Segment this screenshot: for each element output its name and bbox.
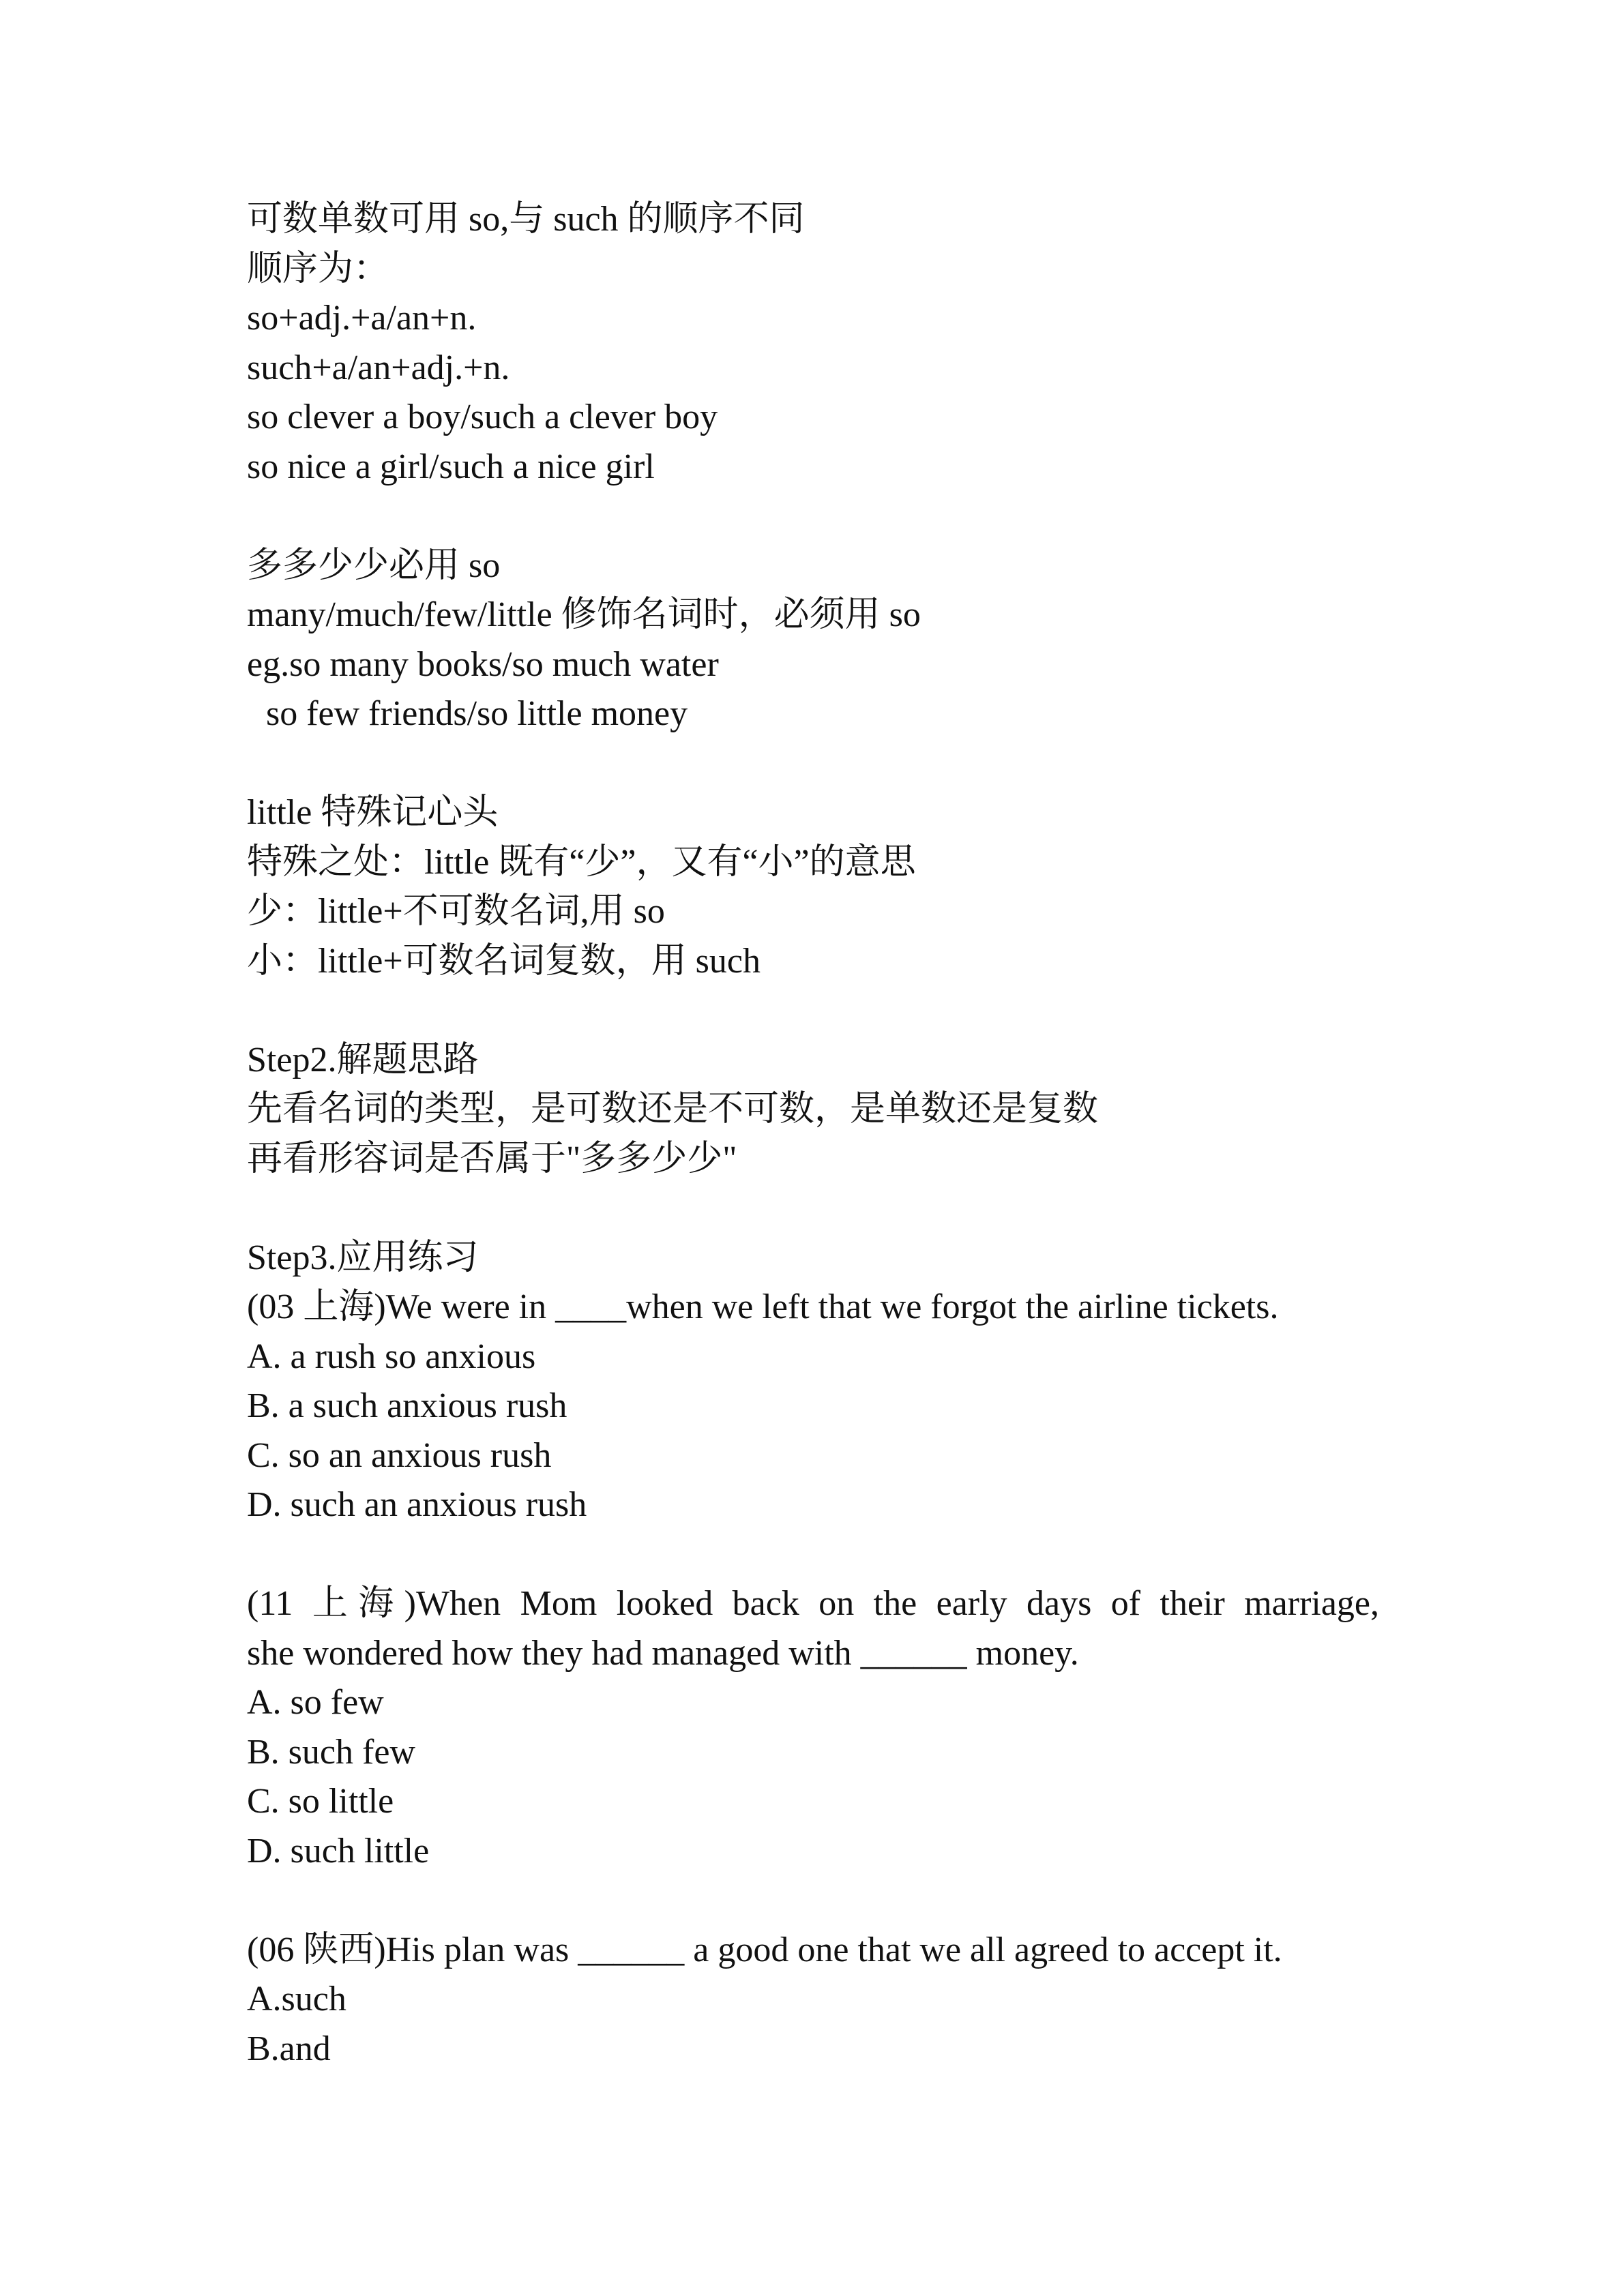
answer-option: D. such little	[247, 1831, 430, 1870]
rule-line: 先看名词的类型，是可数还是不可数，是单数还是复数	[247, 1090, 1099, 1129]
answer-option: B. a such anxious rush	[247, 1386, 567, 1425]
rule-line: 再看形容词是否属于"多多少少"	[247, 1139, 737, 1178]
spacer	[247, 1530, 1379, 1580]
rule-line: 少：little+不可数名词,用 so	[247, 892, 665, 931]
section-heading: little 特殊记心头	[247, 793, 499, 832]
answer-option: A.such	[247, 1980, 346, 2018]
spacer	[247, 739, 1379, 789]
rule-line: 顺序为：	[247, 249, 389, 288]
answer-option: B.and	[247, 2029, 331, 2068]
rule-line: many/much/few/little 修饰名词时，必须用 so	[247, 595, 921, 634]
rule-line: 可数单数可用 so,与 such 的顺序不同	[247, 200, 805, 239]
question-stem: she wondered how they had managed with ______ money.	[247, 1633, 1079, 1673]
example-line: so few friends/so little money	[266, 694, 688, 733]
answer-option: B. such few	[247, 1732, 415, 1772]
step-heading: Step3.应用练习	[247, 1238, 479, 1277]
question-stem: (11 上海)When Mom looked back on the early days of their marriage,	[247, 1584, 1379, 1623]
question-stem: (06 陕西)His plan was ______ a good one that we all agreed to accept it.	[247, 1930, 1282, 1969]
rule-line: so+adj.+a/an+n.	[247, 299, 477, 338]
rule-line: such+a/an+adj.+n.	[247, 348, 510, 387]
rule-line: 小：little+可数名词复数，用 such	[247, 941, 761, 981]
section-heading: 多多少少必用 so	[247, 546, 501, 585]
rule-line: so nice a girl/such a nice girl	[247, 447, 655, 486]
rule-line: so clever a boy/such a clever boy	[247, 398, 718, 436]
answer-option: A. a rush so anxious	[247, 1337, 536, 1376]
spacer	[247, 492, 1379, 541]
answer-option: A. so few	[247, 1683, 384, 1722]
spacer	[247, 1876, 1379, 1926]
document-body	[247, 195, 1379, 2074]
rule-line: 特殊之处：little 既有“少”，又有“小”的意思	[247, 842, 916, 882]
answer-option: C. so little	[247, 1782, 394, 1821]
spacer	[247, 1184, 1379, 1234]
answer-option: D. such an anxious rush	[247, 1485, 587, 1524]
question-stem: (03 上海)We were in ____when we left that we forgot the airline tickets.	[247, 1287, 1279, 1326]
answer-option: C. so an anxious rush	[247, 1435, 552, 1475]
example-line: eg.so many books/so much water	[247, 644, 719, 684]
step-heading: Step2.解题思路	[247, 1040, 479, 1079]
spacer	[247, 986, 1379, 1036]
